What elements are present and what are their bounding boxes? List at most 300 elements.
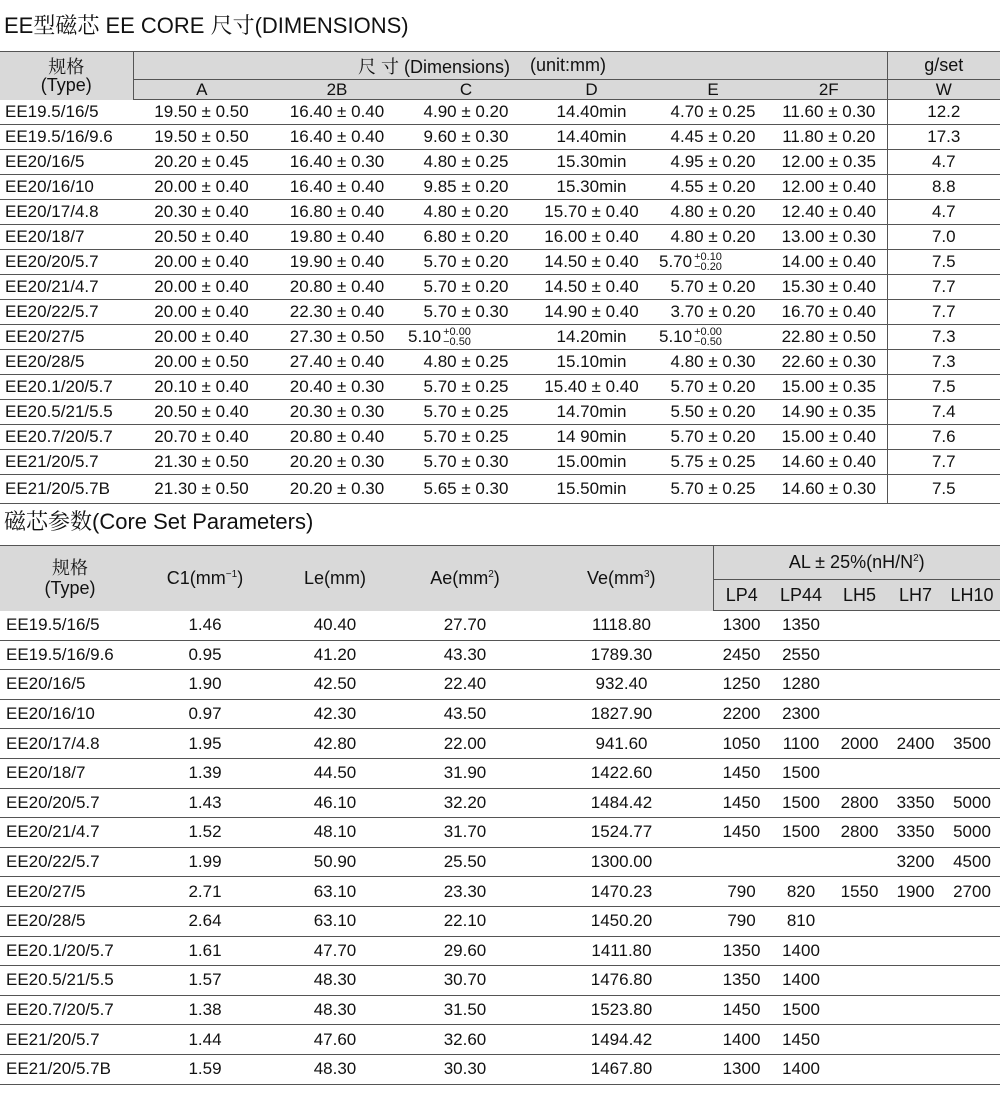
dim-col-header: W xyxy=(887,80,1000,100)
ve-cell: 1300.00 xyxy=(530,847,713,877)
unit-header: (unit:mm) xyxy=(528,52,887,80)
dim-cell-a: 20.10 ± 0.40 xyxy=(133,375,270,400)
al-cell xyxy=(887,640,944,670)
dim-cell-b: 20.80 ± 0.40 xyxy=(270,275,404,300)
dim-cell-d: 14 90min xyxy=(528,425,655,450)
al-cell: 3500 xyxy=(944,729,1000,759)
al-cell: 1450 xyxy=(713,758,770,788)
dim-cell-f: 11.80 ± 0.20 xyxy=(771,125,887,150)
al-cell: 2400 xyxy=(887,729,944,759)
type-cell: EE20/22/5.7 xyxy=(0,847,140,877)
dim-cell-w: 4.7 xyxy=(887,200,1000,225)
ae-header: $Ae(mm^2)$ xyxy=(400,546,530,611)
tolerance: +0.10 −0.20 xyxy=(694,251,722,274)
dim-cell-b: 16.80 ± 0.40 xyxy=(270,200,404,225)
al-cell: 4500 xyxy=(944,847,1000,877)
type-cell: EE20.1/20/5.7 xyxy=(0,936,140,966)
c1-cell: 1.95 xyxy=(140,729,270,759)
table-row xyxy=(0,450,1000,475)
al-cell: 1400 xyxy=(770,966,832,996)
dim-col-header: D xyxy=(528,80,655,100)
dim-cell-f: 22.60 ± 0.30 xyxy=(771,350,887,375)
al-cell xyxy=(770,847,832,877)
dim-cell-d: 15.30min xyxy=(528,150,655,175)
dim-cell-f: 15.00 ± 0.35 xyxy=(771,375,887,400)
dim-cell-e: 5.75 ± 0.25 xyxy=(655,450,771,475)
ae-cell: 27.70 xyxy=(400,611,530,641)
dim-cell-d: 16.00 ± 0.40 xyxy=(528,225,655,250)
table-row xyxy=(0,847,1000,877)
table-row xyxy=(0,375,1000,400)
al-cell xyxy=(944,699,1000,729)
dim-cell-e: 4.80 ± 0.20 xyxy=(655,200,771,225)
dim-col-header: A xyxy=(133,80,270,100)
al-cell: 2700 xyxy=(944,877,1000,907)
dim-cell-d: 14.40min xyxy=(528,100,655,125)
le-header: Le(mm) xyxy=(270,546,400,611)
dimensions-table xyxy=(0,51,1000,504)
al-cell: 1350 xyxy=(713,966,770,996)
al-header: AL ± $25\%(nH/N^2)$ xyxy=(713,546,1000,580)
al-cell xyxy=(944,936,1000,966)
ae-cell: 22.40 xyxy=(400,670,530,700)
dim-cell-c: 9.85 ± 0.20 xyxy=(404,175,528,200)
type-cell: EE20/27/5 xyxy=(0,877,140,907)
dim-cell-a: 20.00 ± 0.40 xyxy=(133,325,270,350)
al-cell xyxy=(944,1025,1000,1055)
ae-cell: 43.30 xyxy=(400,640,530,670)
table-row xyxy=(0,758,1000,788)
ve-cell: 1494.42 xyxy=(530,1025,713,1055)
parameters-title: 磁芯参数(Core Set Parameters) xyxy=(4,509,314,534)
dim-cell-e: 5.70 ± 0.20 xyxy=(655,425,771,450)
type-cell: EE20/16/10 xyxy=(0,175,133,200)
type-cell: EE20/20/5.7 xyxy=(0,250,133,275)
al-cell: 1400 xyxy=(713,1025,770,1055)
dim-cell-e: 5.10 +0.00 −0.50 xyxy=(655,325,771,350)
c1-cell: 1.61 xyxy=(140,936,270,966)
dim-cell-d: 15.40 ± 0.40 xyxy=(528,375,655,400)
ae-cell: 25.50 xyxy=(400,847,530,877)
ae-cell: 31.90 xyxy=(400,758,530,788)
dim-cell-c: 5.10 +0.00 −0.50 xyxy=(404,325,528,350)
dim-cell-a: 20.00 ± 0.40 xyxy=(133,250,270,275)
dim-cell-f: 22.80 ± 0.50 xyxy=(771,325,887,350)
dim-cell-a: 21.30 ± 0.50 xyxy=(133,450,270,475)
type-cell: EE19.5/16/9.6 xyxy=(0,125,133,150)
table-row xyxy=(0,400,1000,425)
dim-cell-f: 11.60 ± 0.30 xyxy=(771,100,887,125)
dim-cell-c: 4.80 ± 0.25 xyxy=(404,350,528,375)
table-row xyxy=(0,200,1000,225)
type-cell: EE19.5/16/5 xyxy=(0,100,133,125)
ve-cell: 1523.80 xyxy=(530,995,713,1025)
dim-cell-w: 7.6 xyxy=(887,425,1000,450)
type-cell: EE20/22/5.7 xyxy=(0,300,133,325)
table-row xyxy=(0,1054,1000,1084)
dim-cell-a: 20.00 ± 0.40 xyxy=(133,275,270,300)
le-cell: 44.50 xyxy=(270,758,400,788)
ve-cell: 932.40 xyxy=(530,670,713,700)
al-cell xyxy=(832,995,887,1025)
c1-cell: 0.95 xyxy=(140,640,270,670)
type-cell: EE20.5/21/5.5 xyxy=(0,400,133,425)
al-cell: 3200 xyxy=(887,847,944,877)
dim-cell-e: 4.55 ± 0.20 xyxy=(655,175,771,200)
al-cell: 1350 xyxy=(713,936,770,966)
dim-cell-a: 20.00 ± 0.40 xyxy=(133,300,270,325)
type-cell: EE21/20/5.7B xyxy=(0,475,133,504)
al-cell: 1450 xyxy=(713,995,770,1025)
type-cell: EE20/18/7 xyxy=(0,225,133,250)
dimensions-header: 尺 寸 (Dimensions) xyxy=(133,52,528,80)
ae-cell: 30.30 xyxy=(400,1054,530,1084)
type-cell: EE20/21/4.7 xyxy=(0,275,133,300)
al-cell xyxy=(887,611,944,641)
dim-cell-w: 7.0 xyxy=(887,225,1000,250)
dim-cell-f: 13.00 ± 0.30 xyxy=(771,225,887,250)
dim-cell-d: 14.70min xyxy=(528,400,655,425)
table-row xyxy=(0,300,1000,325)
le-cell: 63.10 xyxy=(270,877,400,907)
type-cell: EE20/16/10 xyxy=(0,699,140,729)
material-header: LP4 xyxy=(713,580,770,611)
type-cell: EE19.5/16/5 xyxy=(0,611,140,641)
dim-cell-f: 14.00 ± 0.40 xyxy=(771,250,887,275)
dim-cell-c: 4.80 ± 0.25 xyxy=(404,150,528,175)
al-cell xyxy=(832,640,887,670)
ve-cell: 1411.80 xyxy=(530,936,713,966)
dim-cell-d: 15.00min xyxy=(528,450,655,475)
al-cell: 790 xyxy=(713,877,770,907)
dim-cell-e: 4.80 ± 0.30 xyxy=(655,350,771,375)
al-cell xyxy=(832,847,887,877)
ve-cell: 1118.80 xyxy=(530,611,713,641)
al-cell: 2000 xyxy=(832,729,887,759)
ve-cell: 1470.23 xyxy=(530,877,713,907)
al-cell xyxy=(832,699,887,729)
le-cell: 63.10 xyxy=(270,906,400,936)
c1-cell: 1.43 xyxy=(140,788,270,818)
type-header-en: (Type) xyxy=(40,74,92,95)
ae-cell: 31.70 xyxy=(400,818,530,848)
dim-cell-b: 27.30 ± 0.50 xyxy=(270,325,404,350)
al-cell xyxy=(944,1054,1000,1084)
al-cell: 3350 xyxy=(887,818,944,848)
al-cell: 810 xyxy=(770,906,832,936)
al-cell: 1280 xyxy=(770,670,832,700)
dim-cell-b: 20.20 ± 0.30 xyxy=(270,450,404,475)
dim-cell-e: 4.45 ± 0.20 xyxy=(655,125,771,150)
dim-cell-b: 16.40 ± 0.40 xyxy=(270,175,404,200)
material-header: LP44 xyxy=(770,580,832,611)
dim-cell-c: 5.70 ± 0.25 xyxy=(404,400,528,425)
dim-cell-d: 14.90 ± 0.40 xyxy=(528,300,655,325)
al-cell: 1350 xyxy=(770,611,832,641)
c1-cell: 1.99 xyxy=(140,847,270,877)
dim-cell-b: 20.40 ± 0.30 xyxy=(270,375,404,400)
al-cell xyxy=(887,1025,944,1055)
table-row xyxy=(0,788,1000,818)
dim-cell-f: 14.60 ± 0.40 xyxy=(771,450,887,475)
le-cell: 48.30 xyxy=(270,966,400,996)
dim-cell-w: 7.5 xyxy=(887,375,1000,400)
type-cell: EE21/20/5.7 xyxy=(0,1025,140,1055)
table-row xyxy=(0,225,1000,250)
dim-cell-d: 15.30min xyxy=(528,175,655,200)
dim-cell-b: 16.40 ± 0.30 xyxy=(270,150,404,175)
c1-cell: 1.46 xyxy=(140,611,270,641)
c1-cell: 1.38 xyxy=(140,995,270,1025)
al-cell xyxy=(832,1054,887,1084)
table-row xyxy=(0,125,1000,150)
al-cell xyxy=(944,640,1000,670)
tolerance: +0.00 −0.50 xyxy=(694,326,722,349)
al-cell: 2800 xyxy=(832,818,887,848)
c1-cell: 1.52 xyxy=(140,818,270,848)
type-cell: EE20/28/5 xyxy=(0,350,133,375)
al-cell xyxy=(944,670,1000,700)
ae-cell: 43.50 xyxy=(400,699,530,729)
le-cell: 48.10 xyxy=(270,818,400,848)
al-cell: 2800 xyxy=(832,788,887,818)
le-cell: 42.80 xyxy=(270,729,400,759)
ve-cell: 1476.80 xyxy=(530,966,713,996)
al-cell: 3350 xyxy=(887,788,944,818)
type-cell: EE20/20/5.7 xyxy=(0,788,140,818)
weight-header: g/set xyxy=(887,52,1000,80)
dim-cell-e: 4.95 ± 0.20 xyxy=(655,150,771,175)
ve-cell: 1467.80 xyxy=(530,1054,713,1084)
ve-cell: 1524.77 xyxy=(530,818,713,848)
dim-cell-c: 4.90 ± 0.20 xyxy=(404,100,528,125)
al-cell xyxy=(887,906,944,936)
al-cell: 1400 xyxy=(770,936,832,966)
dim-cell-c: 6.80 ± 0.20 xyxy=(404,225,528,250)
dim-cell-w: 7.7 xyxy=(887,450,1000,475)
dim-cell-e: 5.70 ± 0.25 xyxy=(655,475,771,504)
dim-cell-d: 14.50 ± 0.40 xyxy=(528,275,655,300)
dim-cell-e: 5.70 ± 0.20 xyxy=(655,275,771,300)
table-row xyxy=(0,325,1000,350)
type-cell: EE20.7/20/5.7 xyxy=(0,995,140,1025)
type-cell: EE20.5/21/5.5 xyxy=(0,966,140,996)
dim-cell-d: 15.50min xyxy=(528,475,655,504)
type-cell: EE20/17/4.8 xyxy=(0,200,133,225)
al-cell xyxy=(944,995,1000,1025)
al-cell xyxy=(887,670,944,700)
dim-cell-w: 7.3 xyxy=(887,325,1000,350)
al-cell: 820 xyxy=(770,877,832,907)
dim-cell-w: 7.5 xyxy=(887,475,1000,504)
dim-cell-f: 12.00 ± 0.40 xyxy=(771,175,887,200)
param-type-header-en: (Type) xyxy=(44,578,96,599)
dim-cell-b: 20.20 ± 0.30 xyxy=(270,475,404,504)
dim-cell-e: 4.80 ± 0.20 xyxy=(655,225,771,250)
al-cell: 2450 xyxy=(713,640,770,670)
dim-cell-b: 22.30 ± 0.40 xyxy=(270,300,404,325)
le-cell: 50.90 xyxy=(270,847,400,877)
type-cell: EE21/20/5.7B xyxy=(0,1054,140,1084)
al-cell: 1300 xyxy=(713,1054,770,1084)
al-cell xyxy=(887,966,944,996)
ae-cell: 22.00 xyxy=(400,729,530,759)
tolerance: +0.00 −0.50 xyxy=(443,326,471,349)
c1-cell: 1.44 xyxy=(140,1025,270,1055)
type-cell: EE20.1/20/5.7 xyxy=(0,375,133,400)
c1-header: $C1(mm^{-1})$ xyxy=(140,546,270,611)
type-cell: EE20/16/5 xyxy=(0,150,133,175)
dim-col-header: 2F xyxy=(771,80,887,100)
ae-cell: 31.50 xyxy=(400,995,530,1025)
table-row xyxy=(0,877,1000,907)
c1-cell: 1.39 xyxy=(140,758,270,788)
material-header: LH10 xyxy=(944,580,1000,611)
material-header: LH7 xyxy=(887,580,944,611)
le-cell: 48.30 xyxy=(270,1054,400,1084)
ae-cell: 29.60 xyxy=(400,936,530,966)
dim-cell-c: 5.70 ± 0.25 xyxy=(404,375,528,400)
dim-cell-c: 4.80 ± 0.20 xyxy=(404,200,528,225)
ve-cell: 1789.30 xyxy=(530,640,713,670)
al-cell xyxy=(832,906,887,936)
al-cell xyxy=(944,906,1000,936)
dim-col-header: 2B xyxy=(270,80,404,100)
al-cell: 2200 xyxy=(713,699,770,729)
al-cell xyxy=(832,670,887,700)
dim-cell-w: 7.4 xyxy=(887,400,1000,425)
table-row xyxy=(0,936,1000,966)
parameters-table xyxy=(0,545,1000,1085)
al-cell: 2550 xyxy=(770,640,832,670)
dim-cell-a: 20.50 ± 0.40 xyxy=(133,400,270,425)
al-cell: 2300 xyxy=(770,699,832,729)
al-cell: 1900 xyxy=(887,877,944,907)
dim-cell-d: 14.40min xyxy=(528,125,655,150)
dim-cell-e: 3.70 ± 0.20 xyxy=(655,300,771,325)
table-row xyxy=(0,350,1000,375)
al-cell xyxy=(887,995,944,1025)
al-cell xyxy=(832,1025,887,1055)
dim-cell-b: 27.40 ± 0.40 xyxy=(270,350,404,375)
dim-cell-e: 5.70 +0.10 −0.20 xyxy=(655,250,771,275)
table-row xyxy=(0,640,1000,670)
dim-cell-f: 12.40 ± 0.40 xyxy=(771,200,887,225)
ve-cell: 941.60 xyxy=(530,729,713,759)
dim-cell-c: 9.60 ± 0.30 xyxy=(404,125,528,150)
al-cell: 1300 xyxy=(713,611,770,641)
al-cell: 1500 xyxy=(770,818,832,848)
le-cell: 47.70 xyxy=(270,936,400,966)
table-row xyxy=(0,966,1000,996)
dim-cell-a: 20.50 ± 0.40 xyxy=(133,225,270,250)
al-cell: 1550 xyxy=(832,877,887,907)
c1-cell: 1.90 xyxy=(140,670,270,700)
type-cell: EE21/20/5.7 xyxy=(0,450,133,475)
dim-cell-a: 19.50 ± 0.50 xyxy=(133,100,270,125)
dim-cell-a: 20.20 ± 0.45 xyxy=(133,150,270,175)
dim-cell-a: 19.50 ± 0.50 xyxy=(133,125,270,150)
al-cell xyxy=(887,758,944,788)
al-cell xyxy=(832,611,887,641)
dim-cell-f: 15.30 ± 0.40 xyxy=(771,275,887,300)
al-cell: 1450 xyxy=(713,818,770,848)
ae-cell: 23.30 xyxy=(400,877,530,907)
table-row xyxy=(0,1025,1000,1055)
dim-cell-b: 19.80 ± 0.40 xyxy=(270,225,404,250)
dim-col-header: C xyxy=(404,80,528,100)
dim-cell-b: 16.40 ± 0.40 xyxy=(270,100,404,125)
dim-cell-w: 17.3 xyxy=(887,125,1000,150)
table-row xyxy=(0,818,1000,848)
dim-cell-a: 20.30 ± 0.40 xyxy=(133,200,270,225)
dim-cell-b: 16.40 ± 0.40 xyxy=(270,125,404,150)
dim-cell-c: 5.65 ± 0.30 xyxy=(404,475,528,504)
al-cell: 1250 xyxy=(713,670,770,700)
table-row xyxy=(0,250,1000,275)
dim-col-header: E xyxy=(655,80,771,100)
al-cell: 1400 xyxy=(770,1054,832,1084)
param-type-header-cn: 规格 xyxy=(52,558,88,579)
table-row xyxy=(0,729,1000,759)
al-cell xyxy=(832,936,887,966)
dim-cell-f: 16.70 ± 0.40 xyxy=(771,300,887,325)
ae-cell: 22.10 xyxy=(400,906,530,936)
type-cell: EE20/28/5 xyxy=(0,906,140,936)
dim-cell-a: 20.70 ± 0.40 xyxy=(133,425,270,450)
dim-cell-f: 15.00 ± 0.40 xyxy=(771,425,887,450)
type-header xyxy=(0,52,133,100)
c1-cell: 1.59 xyxy=(140,1054,270,1084)
ae-cell: 32.60 xyxy=(400,1025,530,1055)
al-cell xyxy=(944,758,1000,788)
ae-cell: 32.20 xyxy=(400,788,530,818)
dim-cell-a: 21.30 ± 0.50 xyxy=(133,475,270,504)
dim-cell-c: 5.70 ± 0.25 xyxy=(404,425,528,450)
table-row xyxy=(0,425,1000,450)
al-cell xyxy=(887,936,944,966)
ve-cell: 1450.20 xyxy=(530,906,713,936)
al-cell xyxy=(887,699,944,729)
dim-cell-w: 7.7 xyxy=(887,275,1000,300)
dim-cell-w: 4.7 xyxy=(887,150,1000,175)
dim-cell-d: 14.20min xyxy=(528,325,655,350)
table-row xyxy=(0,175,1000,200)
al-cell: 1450 xyxy=(713,788,770,818)
al-cell: 5000 xyxy=(944,788,1000,818)
ve-cell: 1484.42 xyxy=(530,788,713,818)
dim-cell-b: 20.80 ± 0.40 xyxy=(270,425,404,450)
le-cell: 47.60 xyxy=(270,1025,400,1055)
al-cell: 5000 xyxy=(944,818,1000,848)
dimensions-title: EE型磁芯 EE CORE 尺寸(DIMENSIONS) xyxy=(4,13,409,38)
table-row xyxy=(0,699,1000,729)
dim-cell-f: 12.00 ± 0.35 xyxy=(771,150,887,175)
ve-cell: 1422.60 xyxy=(530,758,713,788)
type-cell: EE20/17/4.8 xyxy=(0,729,140,759)
type-cell: EE20/27/5 xyxy=(0,325,133,350)
le-cell: 46.10 xyxy=(270,788,400,818)
table-row xyxy=(0,475,1000,504)
dim-cell-e: 5.70 ± 0.20 xyxy=(655,375,771,400)
table-row xyxy=(0,611,1000,641)
ve-header: $Ve(mm^3)$ xyxy=(530,546,713,611)
le-cell: 42.30 xyxy=(270,699,400,729)
al-cell xyxy=(832,966,887,996)
le-cell: 40.40 xyxy=(270,611,400,641)
al-cell: 790 xyxy=(713,906,770,936)
dim-cell-f: 14.90 ± 0.35 xyxy=(771,400,887,425)
